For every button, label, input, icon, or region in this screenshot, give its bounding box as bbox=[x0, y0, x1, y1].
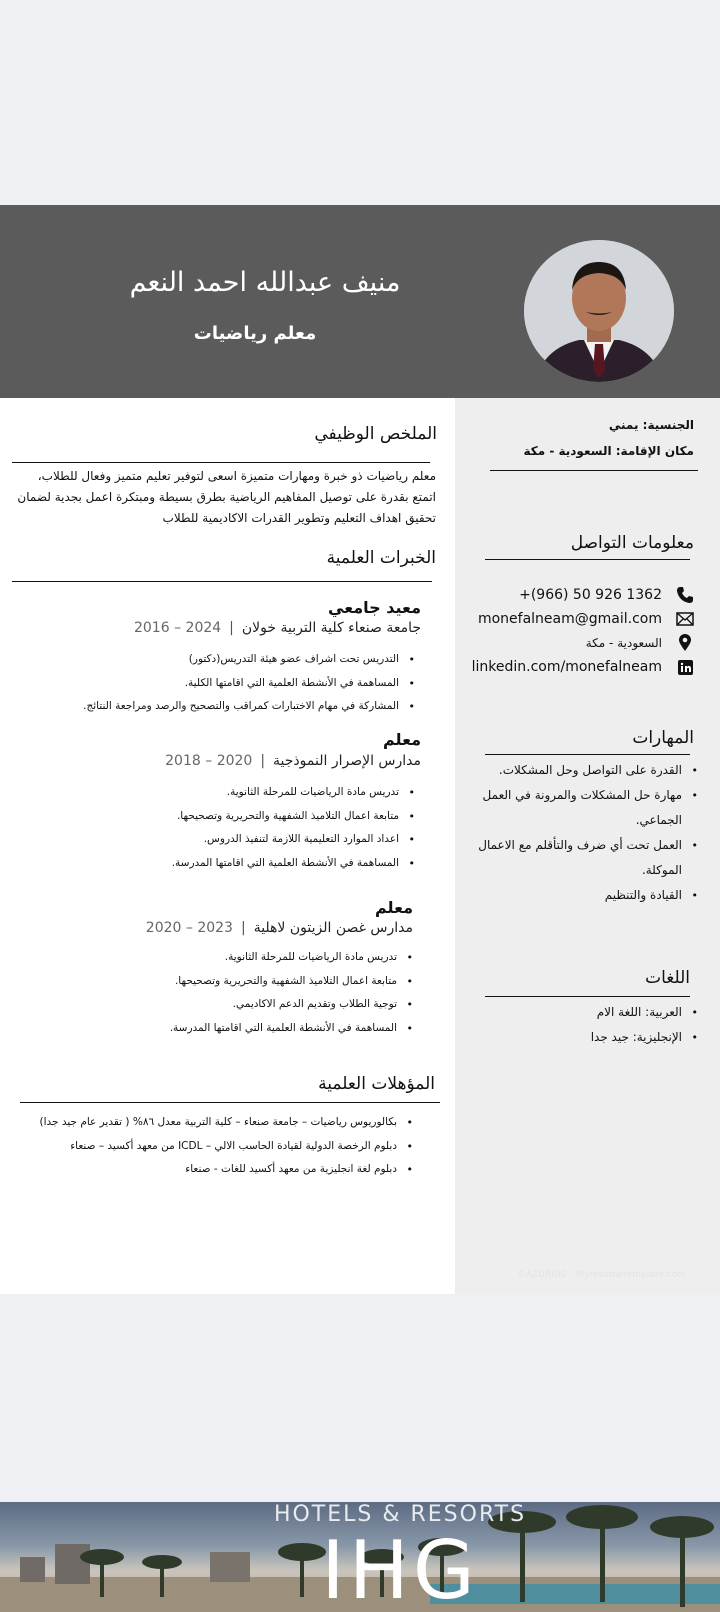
job-org-dates bbox=[146, 920, 413, 936]
list-item: • المساهمة في الأنشطة العلمية التي اقامتها المدرسة. bbox=[13, 1017, 413, 1041]
linkedin-icon bbox=[676, 658, 694, 676]
job-role: معيد جامعي bbox=[328, 598, 421, 617]
main-column bbox=[0, 398, 455, 1294]
languages-list bbox=[478, 1000, 698, 1050]
separator: | bbox=[260, 753, 266, 769]
email-text: monefalneam@gmail.com bbox=[477, 611, 662, 627]
sidebar bbox=[455, 398, 720, 1294]
summary-line: تحقيق اهداف التعليم وتطوير القدرات الاكاديمية للطلاب bbox=[162, 511, 436, 525]
divider bbox=[485, 754, 690, 755]
summary-title: الملخص الوظيفي bbox=[314, 424, 437, 444]
list-item: • القيادة والتنظيم bbox=[478, 883, 698, 908]
job-org: جامعة صنعاء كلية التربية خولان bbox=[241, 620, 421, 636]
residence: مكان الإقامة: السعودية - مكة bbox=[523, 444, 694, 458]
skills-title: المهارات bbox=[632, 728, 694, 748]
divider bbox=[490, 470, 698, 471]
email-icon bbox=[676, 610, 694, 628]
summary-line: معلم رياضيات ذو خبرة ومهارات متميزة اسعى لتوفير تعليم متميز وفعال للطلاب، bbox=[37, 469, 436, 483]
qualifications-title: المؤهلات العلمية bbox=[318, 1074, 435, 1094]
contact-email bbox=[478, 609, 694, 629]
job-org-dates bbox=[165, 753, 421, 769]
list-item: • متابعة اعمال التلاميذ الشفهية والتحريرية وتصحيحها. bbox=[15, 805, 415, 829]
qualifications-list bbox=[0, 1111, 413, 1182]
ad-banner[interactable] bbox=[0, 1502, 720, 1612]
phone-icon bbox=[676, 586, 694, 604]
divider bbox=[12, 581, 432, 582]
job-dates: 2023 – 2020 bbox=[145, 920, 233, 936]
divider bbox=[485, 559, 690, 560]
contact-phone bbox=[519, 585, 694, 605]
list-item: • بكالوريوس رياضيات – جامعة صنعاء – كلية التربية معدل ٨٦% ( تقدير عام جيد جدا) bbox=[0, 1111, 413, 1135]
job-duties bbox=[13, 946, 413, 1040]
list-item: • تدريس مادة الرياضيات للمرحلة الثانوية. bbox=[13, 946, 413, 970]
summary-text bbox=[6, 466, 436, 529]
list-item: • توجية الطلاب وتقديم الدعم الاكاديمي. bbox=[13, 993, 413, 1017]
phone-text: +(966) 50 926 1362 bbox=[519, 587, 662, 603]
contact-location bbox=[586, 633, 694, 653]
list-item: • تدريس مادة الرياضيات للمرحلة الثانوية. bbox=[15, 781, 415, 805]
list-item: • دبلوم لغة انجليزية من معهد أكسيد للغات - صنعاء bbox=[0, 1158, 413, 1182]
linkedin-text[interactable]: linkedin.com/monefalneam bbox=[471, 659, 662, 675]
job-dates: 2020 – 2018 bbox=[165, 753, 253, 769]
experience-title: الخبرات العلمية bbox=[326, 548, 436, 568]
job-role: معلم bbox=[382, 730, 421, 749]
divider bbox=[20, 1102, 440, 1103]
resume-sheet bbox=[0, 205, 720, 1294]
location-pin-icon bbox=[676, 634, 694, 652]
list-item: • المساهمة في الأنشطة العلمية التي اقامتها المدرسة. bbox=[15, 852, 415, 876]
separator: | bbox=[240, 920, 246, 936]
job-role: معلم bbox=[374, 898, 413, 917]
job-duties bbox=[15, 648, 415, 719]
job-dates: 2024 – 2016 bbox=[133, 620, 222, 636]
job-org-dates bbox=[134, 620, 421, 636]
languages-title: اللغات bbox=[645, 968, 690, 988]
list-item: • الإنجليزية: جيد جدا bbox=[478, 1025, 698, 1050]
skills-list bbox=[478, 758, 698, 908]
template-watermark: ©AZURIUS – Myresumetemplate.com bbox=[517, 1270, 686, 1280]
job-org: مدارس غصن الزيتون لاهلية bbox=[253, 920, 413, 936]
ihg-logo: IHG bbox=[321, 1524, 479, 1612]
job-org: مدارس الإصرار النموذجية bbox=[273, 753, 421, 769]
list-item: • القدرة على التواصل وحل المشكلات. bbox=[478, 758, 698, 783]
list-item: • العربية: اللغة الام bbox=[478, 1000, 698, 1025]
list-item: • التدريس تحت اشراف عضو هيئة التدريس(دكتور) bbox=[15, 648, 415, 672]
list-item: • متابعة اعمال التلاميذ الشفهية والتحريرية وتصحيحها. bbox=[13, 970, 413, 994]
job-duties bbox=[15, 781, 415, 875]
divider bbox=[12, 462, 430, 463]
list-item: • المساهمة في الأنشطة العلمية التي اقامتها الكلية. bbox=[15, 672, 415, 696]
contact-title: معلومات التواصل bbox=[570, 533, 694, 553]
list-item: • العمل تحت أي ضرف والتأقلم مع الاعمال الموكلة. bbox=[478, 833, 698, 883]
resume-header bbox=[0, 205, 720, 398]
location-text: السعودية - مكة bbox=[585, 636, 662, 650]
divider bbox=[485, 996, 690, 997]
full-name: منيف عبدالله احمد النعم bbox=[129, 267, 401, 298]
separator: | bbox=[229, 620, 234, 636]
list-item: • المشاركة في مهام الاختبارات كمراقب والتصحيح والرصد ومراجعة النتائج. bbox=[15, 695, 415, 719]
contact-linkedin bbox=[472, 657, 694, 677]
summary-line: اتمتع بقدرة على توصيل المفاهيم الرياضية بطرق بسيطة ومبتكرة اعمل بجدية لضمان bbox=[17, 490, 436, 504]
list-item: • مهارة حل المشكلات والمرونة في العمل الجماعي. bbox=[478, 783, 698, 833]
nationality: الجنسية: يمني bbox=[608, 418, 694, 432]
profile-photo bbox=[524, 240, 674, 382]
banner-subtitle: HOTELS & RESORTS bbox=[273, 1502, 527, 1527]
list-item: • دبلوم الرخصة الدولية لقيادة الحاسب الالي – ICDL من معهد أكسيد – صنعاء bbox=[0, 1135, 413, 1159]
list-item: • اعداد الموارد التعليمية اللازمة لتنفيذ الدروس. bbox=[15, 828, 415, 852]
job-title: معلم رياضيات bbox=[193, 323, 317, 344]
